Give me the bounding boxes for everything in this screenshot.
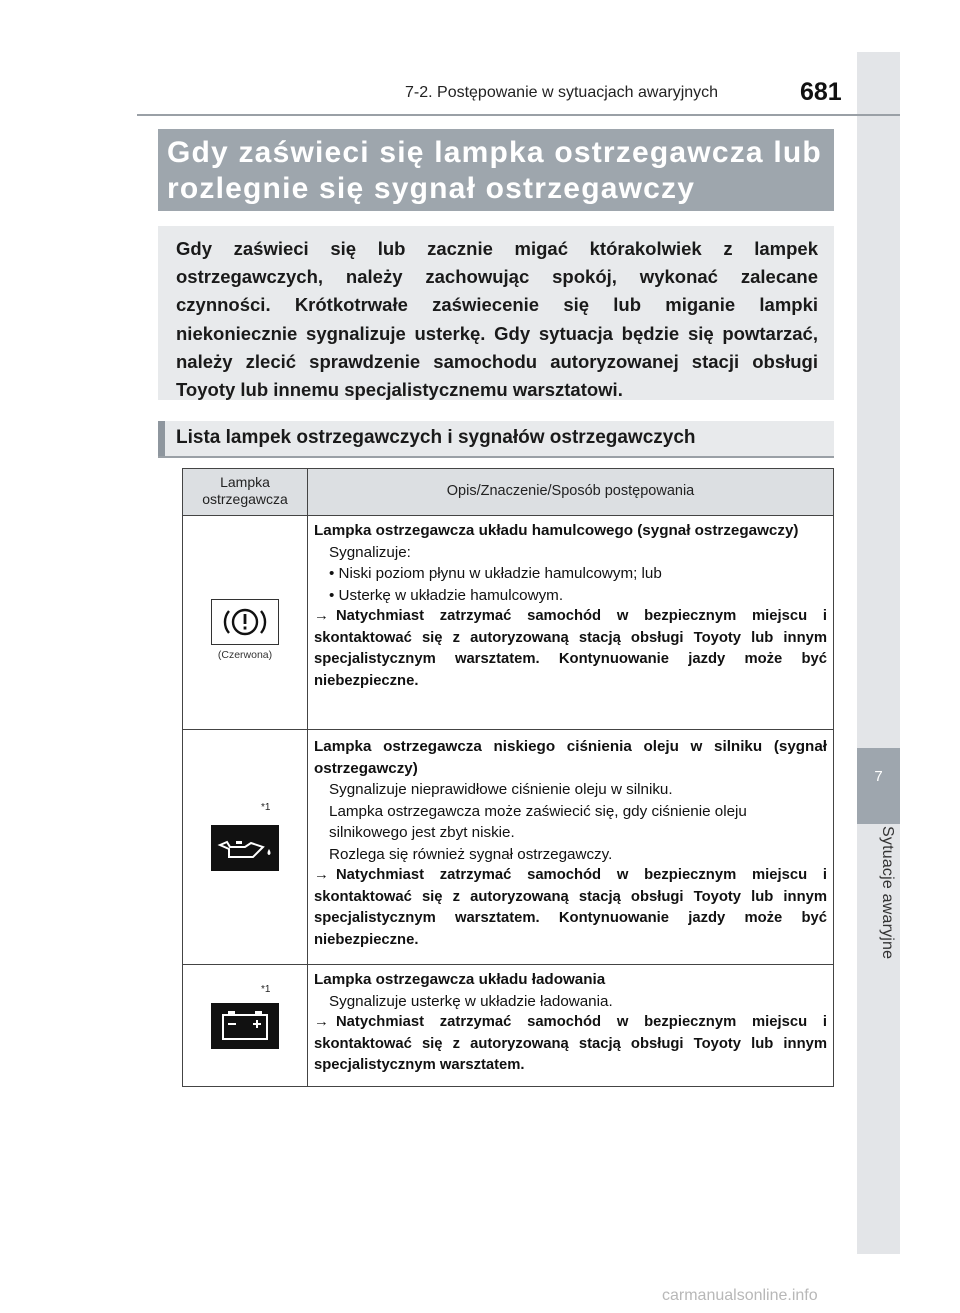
footnote-marker: *1: [261, 984, 271, 995]
row-title: Lampka ostrzegawcza niskiego ciśnienia oleju w silniku (sygnał ostrzegawczy): [314, 738, 827, 777]
oil-pressure-icon: [211, 825, 279, 871]
page-title: Gdy zaświeci się lampka ostrzegawcza lub rozlegnie się sygnał ostrzegawczy: [167, 136, 822, 205]
row-divider: [183, 729, 833, 730]
watermark: carmanualsonline.info: [662, 1287, 818, 1304]
row-line: Lampka ostrzegawcza może zaświecić się, gdy ciśnienie oleju silnikowego jest zbyt niskie.: [329, 802, 747, 841]
row-line: Rozlega się również sygnał ostrzegawczy.: [329, 845, 613, 863]
row-action: Natychmiast zatrzymać samochód w bezpiecznym miejscu i skontaktować się z autoryzowaną stacją obsługi Toyoty lub innym specjalistycznym warsztatem. Kontynuowanie jazdy może być niebezpieczne.: [314, 867, 827, 948]
row-action: Natychmiast zatrzymać samochód w bezpiecznym miejscu i skontaktować się z autoryzowaną stacją obsługi Toyoty lub innym specjalistycznym warsztatem.: [314, 1014, 827, 1073]
section-accent: [158, 421, 165, 456]
intro-text: Gdy zaświeci się lub zacznie migać którakolwiek z lampek ostrzegawczych, należy zachowując spokój, wykonać zalecane czynności. Krótkotrwałe zaświecenie się lub miganie lampki niekoniecznie sygnalizuje usterkę. Gdy sytuacja będzie się powtarzać, należy zlecić sprawdzenie samochodu autoryzowanej stacji obsługi Toyoty lub innemu specjalistycznemu warsztatowi.: [176, 238, 818, 401]
warning-lights-table: [182, 468, 834, 1087]
chapter-number-tab: 7: [857, 748, 900, 824]
battery-charging-icon: [211, 1003, 279, 1049]
row-description: [314, 969, 827, 1077]
row-line: • Usterkę w układzie hamulcowym.: [329, 586, 564, 604]
section-heading: Lista lampek ostrzegawczych i sygnałów ostrzegawczych: [176, 427, 696, 448]
arrow-icon: →: [314, 608, 329, 624]
table-header: [183, 469, 833, 516]
column-header-lamp: Lampka ostrzegawcza: [202, 474, 288, 507]
row-divider: [183, 964, 833, 965]
arrow-icon: →: [314, 867, 329, 883]
header-rule: [137, 114, 900, 116]
row-title: Lampka ostrzegawcza układu hamulcowego (sygnał ostrzegawczy): [314, 522, 799, 539]
row-line: • Niski poziom płynu w układzie hamulcowym; lub: [329, 565, 662, 582]
chapter-label: Sytuacje awaryjne: [879, 826, 896, 960]
arrow-icon: →: [314, 1014, 329, 1030]
row-line: Sygnalizuje usterkę w układzie ładowania.: [329, 992, 613, 1010]
row-action: Natychmiast zatrzymać samochód w bezpiecznym miejscu i skontaktować się z autoryzowaną stacją obsługi Toyoty lub innym specjalistycznym warsztatem. Kontynuowanie jazdy może być niebezpieczne.: [314, 608, 827, 689]
page-number: 681: [800, 78, 842, 106]
column-divider: [307, 469, 308, 1086]
running-header: 7-2. Postępowanie w sytuacjach awaryjnych: [405, 84, 719, 101]
row-line: Sygnalizuje:: [329, 543, 411, 561]
brake-warning-icon: [211, 599, 279, 645]
side-tab-strip: [857, 52, 900, 1254]
column-header-description: Opis/Znaczenie/Sposób postępowania: [446, 483, 695, 499]
section-rule: [158, 456, 834, 458]
row-description: [314, 520, 827, 692]
footnote-marker: *1: [261, 802, 271, 813]
row-line: Sygnalizuje nieprawidłowe ciśnienie oleju w silniku.: [329, 781, 673, 798]
icon-caption: (Czerwona): [217, 649, 273, 661]
row-title: Lampka ostrzegawcza układu ładowania: [314, 971, 606, 988]
row-description: [314, 736, 827, 951]
